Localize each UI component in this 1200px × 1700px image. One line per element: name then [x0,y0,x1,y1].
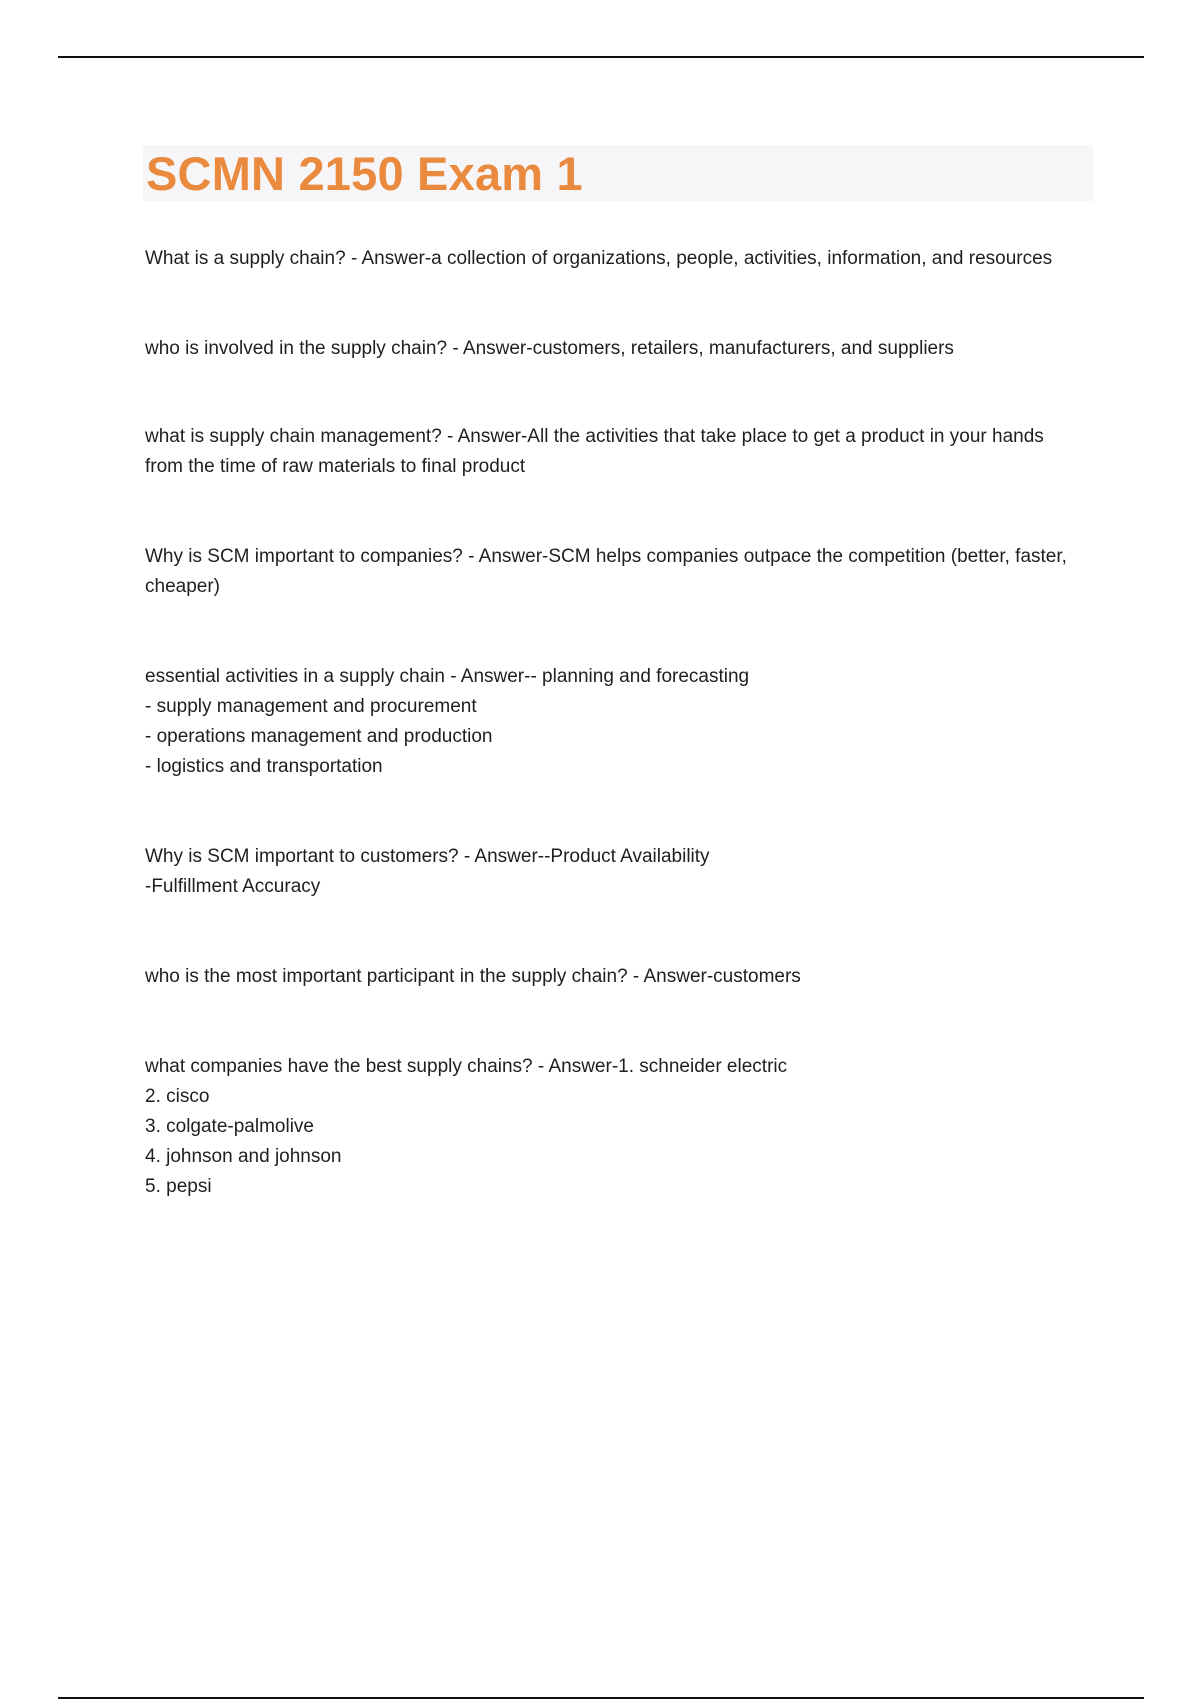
document-title: SCMN 2150 Exam 1 [146,147,583,200]
qa-entry-4: Why is SCM important to companies? - Answer-SCM helps companies outpace the competition (better, faster, cheaper) [145,546,1067,597]
qa-entry-5-line-1: essential activities in a supply chain - Answer-- planning and forecasting [145,666,750,687]
qa-entry-6 [145,842,1085,902]
qa-entry-8-line-4: 4. johnson and johnson [145,1146,342,1167]
qa-entry-6-line-1: Why is SCM important to customers? - Answer--Product Availability [145,846,710,867]
qa-entry-5-line-2: - supply management and procurement [145,696,477,717]
document-body [145,244,1085,1202]
qa-entry-8-line-5: 5. pepsi [145,1176,212,1197]
qa-entry-8-line-3: 3. colgate-palmolive [145,1116,314,1137]
qa-entry-7: who is the most important participant in the supply chain? - Answer-customers [145,966,801,987]
qa-entry-3: what is supply chain management? - Answer-All the activities that take place to get a product in your hands from the time of raw materials to final product [145,426,1044,477]
qa-entry-8 [145,1052,1085,1202]
bottom-rule [58,1697,1144,1699]
qa-entry-8-line-2: 2. cisco [145,1086,210,1107]
qa-entry-5-line-3: - operations management and production [145,726,493,747]
qa-entry-1: What is a supply chain? - Answer-a collection of organizations, people, activities, information, and resources [145,248,1053,269]
qa-entry-5-line-4: - logistics and transportation [145,756,383,777]
qa-entry-5 [145,662,1085,782]
qa-entry-6-line-2: -Fulfillment Accuracy [145,876,321,897]
top-rule [58,56,1144,58]
qa-entry-2: who is involved in the supply chain? - Answer-customers, retailers, manufacturers, and suppliers [145,338,954,359]
qa-entry-8-line-1: what companies have the best supply chains? - Answer-1. schneider electric [145,1056,788,1077]
